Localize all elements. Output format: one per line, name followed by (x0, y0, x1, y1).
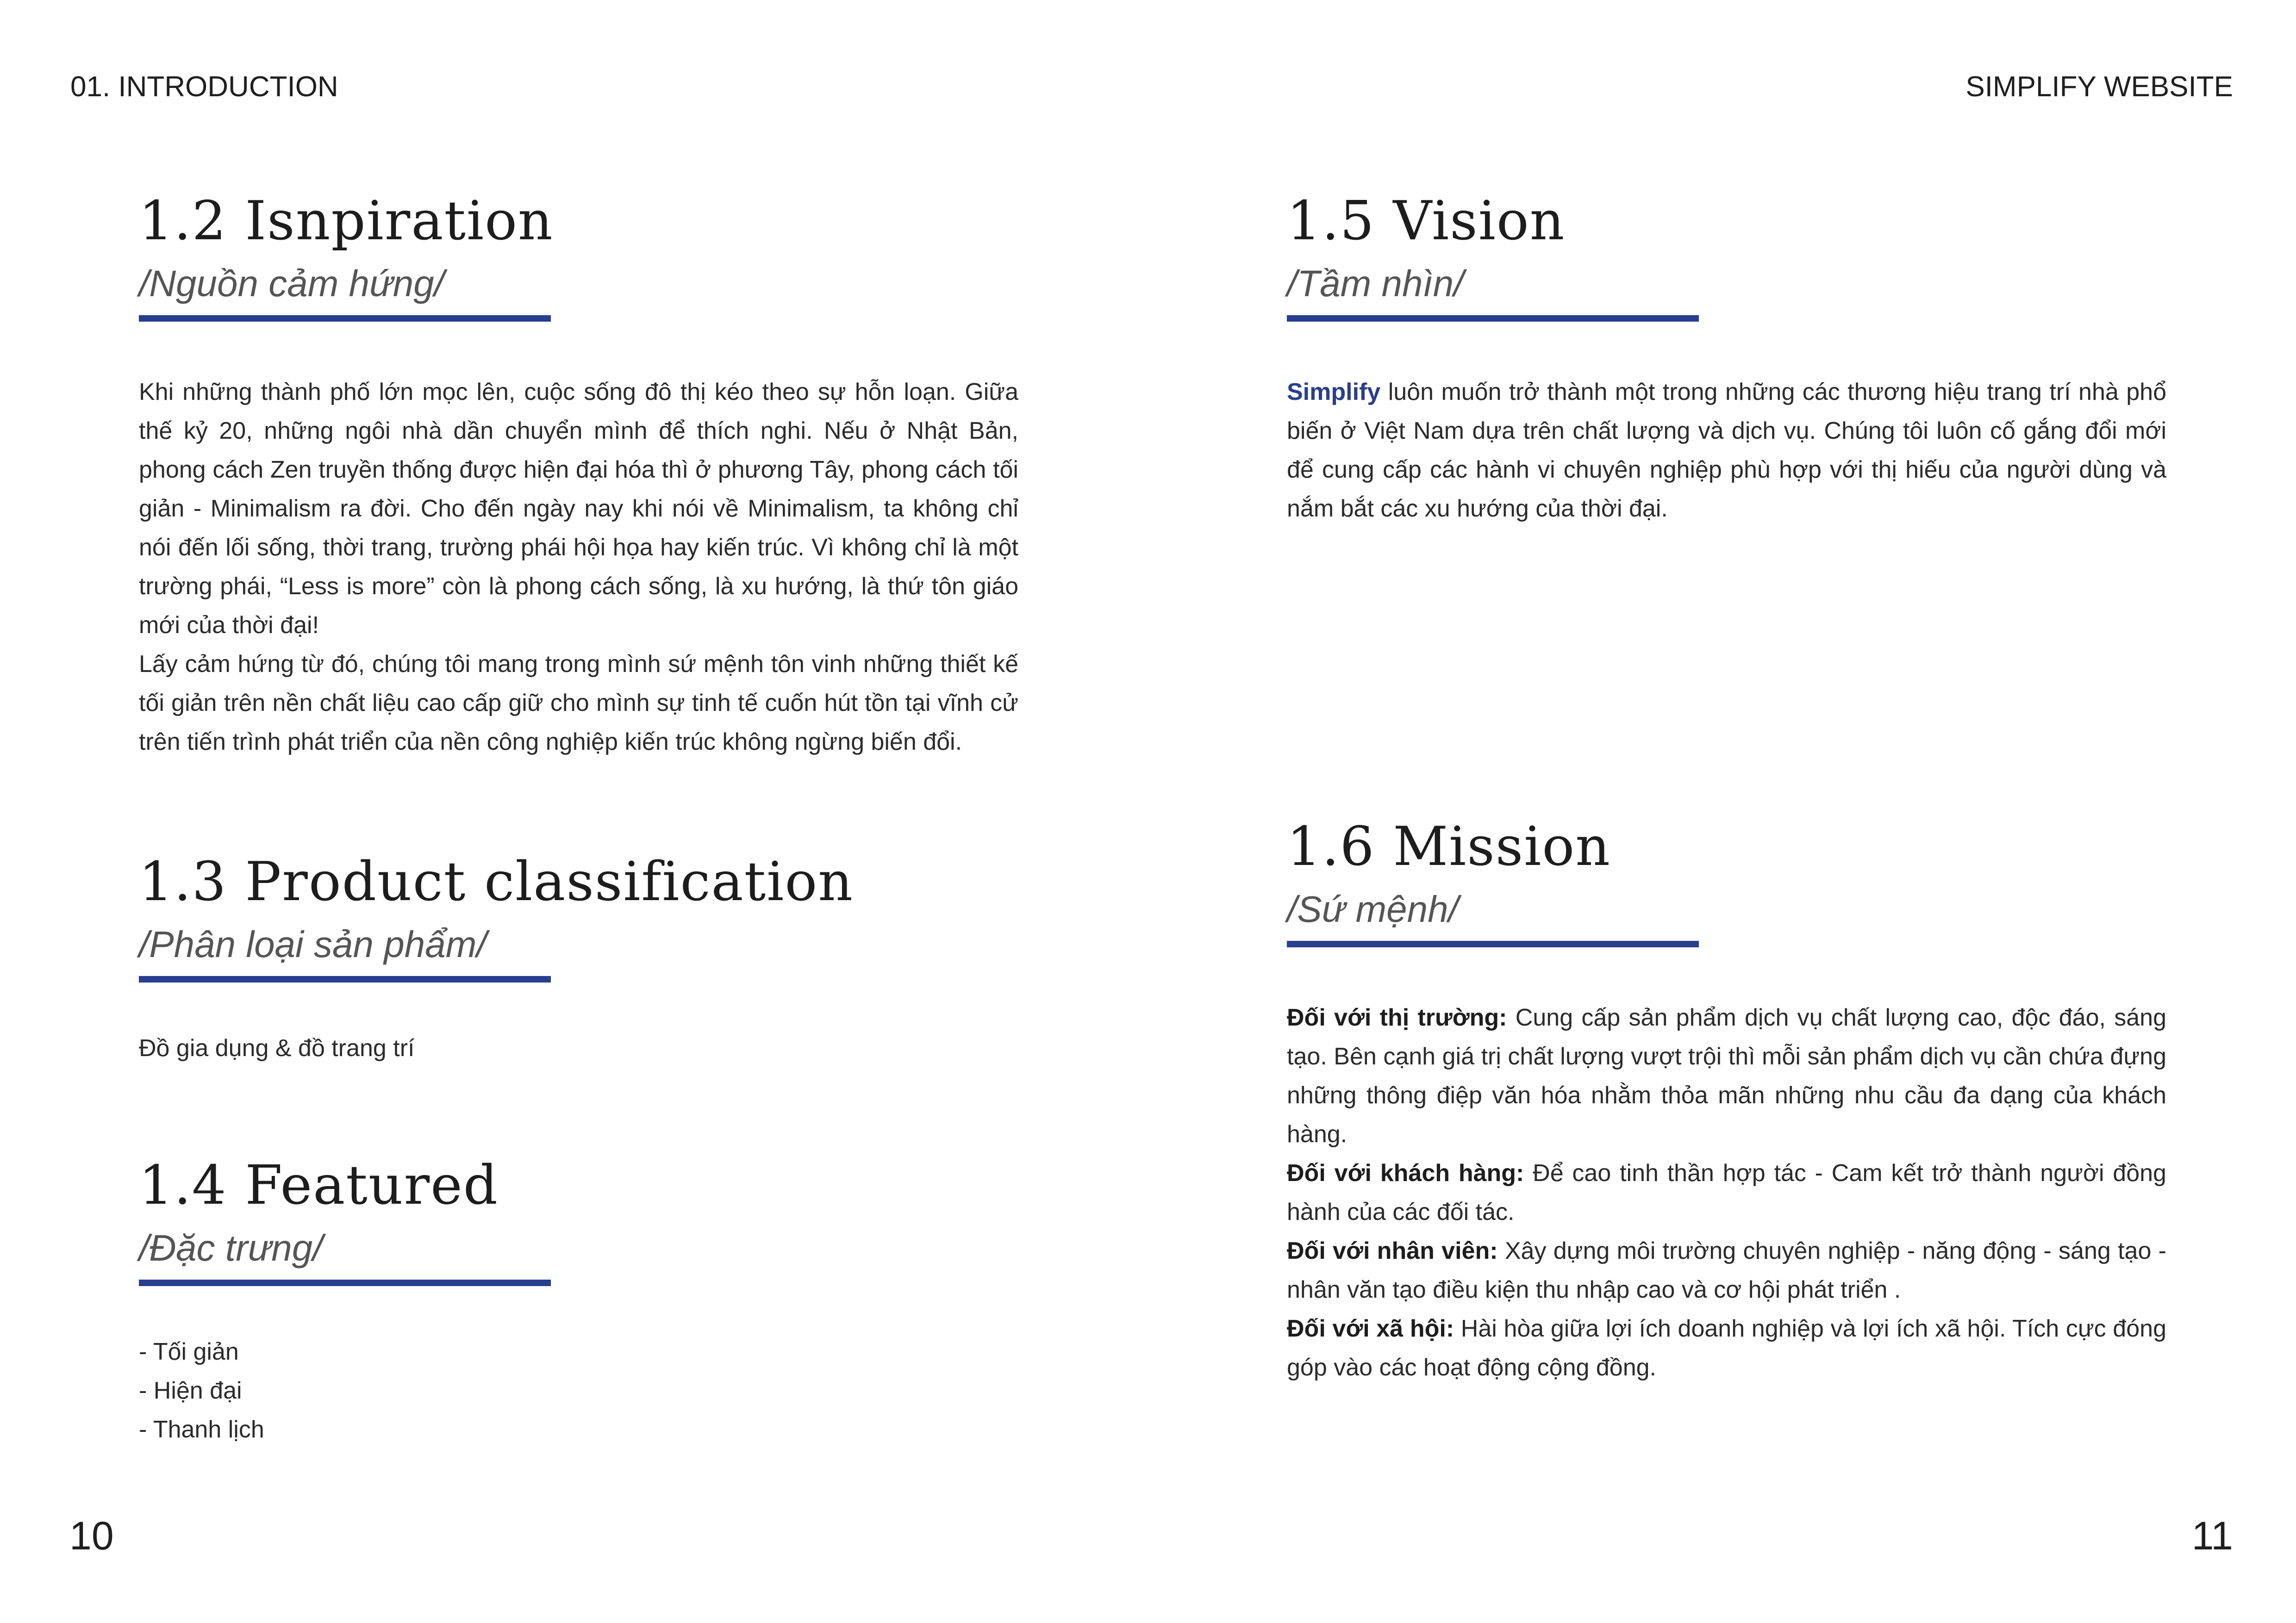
mission-customers (1287, 1154, 2166, 1231)
section-underline (139, 315, 551, 322)
list-item: - Hiện đại (139, 1377, 242, 1404)
mission-society (1287, 1309, 2166, 1387)
list-item: - Tối giản (139, 1338, 239, 1365)
section-title: 1.2 Isnpiration (139, 190, 554, 252)
section-subtitle: /Sứ mệnh/ (1287, 889, 1459, 930)
vision-text: luôn muốn trở thành một trong những các thương hiệu trang trí nhà phổ biến ở Việt Nam dựa trên chất lượng và dịch vụ. Chúng tôi luôn cố gắng đổi mới để cung cấp các hành vi chuyên nghiệp phù hợp với thị hiếu của người dùng và nắm bắt các xu hướng của thời đại. (1287, 379, 2166, 522)
page-number-left: 10 (69, 1514, 114, 1558)
section-classification (139, 851, 1018, 1068)
mission-text: Cung cấp sản phẩm dịch vụ chất lượng cao, độc đáo, sáng tạo. Bên cạnh giá trị chất lượng vượt trội thì mỗi sản phẩm dịch vụ cần chứa đựng những thông điệp văn hóa nhằm thỏa mãn những nhu cầu đa dạng của khách hàng. (1287, 1004, 2166, 1148)
paragraph: Lấy cảm hứng từ đó, chúng tôi mang trong mình sứ mệnh tôn vinh những thiết kế tối giản trên nền chất liệu cao cấp giữ cho mình sự tinh tế cuốn hút tồn tại vĩnh cử trên tiến trình phát triển của nền công nghiệp kiến trúc không ngừng biến đổi. (139, 651, 1018, 755)
section-vision (1287, 190, 2166, 528)
section-subtitle: /Tầm nhìn/ (1287, 263, 1464, 304)
section-subtitle: /Phân loại sản phẩm/ (139, 924, 487, 965)
section-mission (1287, 815, 2166, 1387)
running-header-left: 01. INTRODUCTION (70, 71, 338, 103)
section-inspiration (139, 190, 1018, 761)
section-body (1287, 998, 2166, 1387)
section-title: 1.6 Mission (1287, 815, 1611, 878)
mission-text: Hài hòa giữa lợi ích doanh nghiệp và lợi ích xã hội. Tích cực đóng góp vào các hoạt động cộng đồng. (1287, 1315, 2166, 1381)
mission-market (1287, 998, 2166, 1154)
brand-name: Simplify (1287, 379, 1381, 405)
section-title: 1.5 Vision (1287, 190, 1566, 252)
mission-label: Đối với thị trường: (1287, 1004, 1507, 1031)
featured-list (139, 1332, 1018, 1449)
list-item: - Thanh lịch (139, 1416, 264, 1443)
section-underline (1287, 315, 1699, 322)
section-featured (139, 1154, 1018, 1449)
section-title: 1.4 Featured (139, 1154, 499, 1217)
section-body: Đồ gia dụng & đồ trang trí (139, 1035, 415, 1062)
section-subtitle: /Đặc trưng/ (139, 1227, 323, 1269)
page-number-right: 11 (2191, 1514, 2233, 1558)
section-underline (139, 976, 551, 983)
section-underline (1287, 941, 1699, 947)
mission-text: Để cao tinh thần hợp tác - Cam kết trở thành người đồng hành của các đối tác. (1287, 1160, 2166, 1225)
mission-employees (1287, 1231, 2166, 1309)
section-body (139, 373, 1018, 761)
mission-label: Đối với nhân viên: (1287, 1237, 1498, 1264)
mission-label: Đối với xã hội: (1287, 1315, 1454, 1342)
paragraph: Khi những thành phố lớn mọc lên, cuộc sống đô thị kéo theo sự hỗn loạn. Giữa thế kỷ 20, những ngôi nhà dần chuyển mình để thích nghi. Nếu ở Nhật Bản, phong cách Zen truyền thống được hiện đại hóa thì ở phương Tây, phong cách tối giản - Minimalism ra đời. Cho đến ngày nay khi nói về Minimalism, ta không chỉ nói đến lối sống, thời trang, trường phái hội họa hay kiến trúc. Vì không chỉ là một trường phái, “Less is more” còn là phong cách sống, là xu hướng, là thứ tôn giáo mới của thời đại! (139, 379, 1018, 639)
running-header-right: SIMPLIFY WEBSITE (1965, 71, 2233, 103)
section-body (1287, 373, 2166, 528)
mission-text: Xây dựng môi trường chuyên nghiệp - năng động - sáng tạo - nhân văn tạo điều kiện thu nhập cao và cơ hội phát triển . (1287, 1237, 2166, 1303)
section-title: 1.3 Product classification (139, 851, 854, 913)
section-underline (139, 1280, 551, 1286)
section-subtitle: /Nguồn cảm hứng/ (139, 263, 444, 304)
mission-label: Đối với khách hàng: (1287, 1160, 1524, 1187)
